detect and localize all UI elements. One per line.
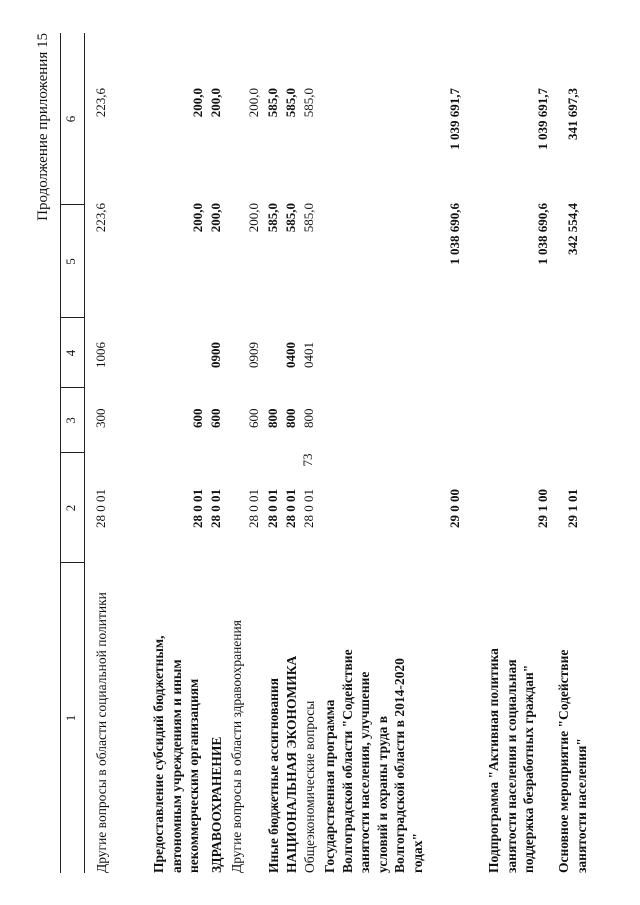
row-name: ЗДРАВООХРАНЕНИЕ xyxy=(209,736,224,873)
row-value-6: 1 039 691,7 xyxy=(535,88,550,150)
row-value-6: 585,0 xyxy=(265,88,280,118)
row-code: 28 0 01 xyxy=(283,489,298,528)
row-code: 28 0 01 xyxy=(93,489,108,528)
row-value-5: 585,0 xyxy=(265,203,280,233)
row-code: 28 0 01 xyxy=(208,489,223,528)
row-type: 800 xyxy=(283,408,298,428)
row-name: Государственная программа Волгоградской области "Содействие занятости населения, улучшение условий и охраны труда в Волгоградской области в 2014-2020 годах" xyxy=(322,649,425,873)
row-section: 0401 xyxy=(301,342,316,368)
row-name: Иные бюджетные ассигнования xyxy=(266,678,281,873)
row-code: 28 0 01 xyxy=(301,489,316,528)
row-value-6: 200,0 xyxy=(208,88,223,118)
header-col-6: 6 xyxy=(63,115,78,123)
row-code: 29 1 01 xyxy=(565,489,580,528)
row-value-5: 1 038 690,6 xyxy=(535,203,550,265)
row-type: 300 xyxy=(93,408,108,428)
appendix-caption: Продолжение приложения 15 xyxy=(35,33,51,221)
row-name: НАЦИОНАЛЬНАЯ ЭКОНОМИКА xyxy=(284,655,299,873)
row-name: Основное мероприятие "Содействие занятости населения" xyxy=(556,649,589,873)
row-name: Подпрограмма "Активная политика занятости населения и социальная поддержка безработных граждан" xyxy=(486,648,537,873)
header-col-5: 5 xyxy=(63,258,78,265)
row-value-6: 341 697,3 xyxy=(565,88,580,140)
row-type: 600 xyxy=(190,408,205,428)
row-code: 29 1 00 xyxy=(535,489,550,528)
row-code: 28 0 01 xyxy=(265,489,280,528)
row-type: 600 xyxy=(208,408,223,428)
row-value-5: 585,0 xyxy=(301,203,316,233)
table-page xyxy=(35,33,630,873)
header-bottom-border xyxy=(84,33,85,873)
row-section: 0909 xyxy=(246,342,261,368)
row-value-6: 585,0 xyxy=(301,88,316,118)
row-value-5: 200,0 xyxy=(190,203,205,233)
row-name: Другие вопросы в области социальной политики xyxy=(94,592,109,873)
row-type: 800 xyxy=(301,408,316,428)
row-name: Общеэкономические вопросы xyxy=(302,700,317,873)
row-value-5: 342 554,4 xyxy=(565,203,580,255)
row-value-5: 585,0 xyxy=(283,203,298,233)
row-value-6: 223,6 xyxy=(93,88,108,118)
row-value-6: 585,0 xyxy=(283,88,298,118)
row-value-5: 200,0 xyxy=(208,203,223,233)
row-section: 0900 xyxy=(208,342,223,368)
row-value-5: 223,6 xyxy=(93,203,108,233)
row-name: Предоставление субсидий бюджетным, автономным учреждениям и иным некоммерческим организациям xyxy=(151,635,202,873)
header-col-4: 4 xyxy=(63,349,78,357)
table-top-border xyxy=(60,33,61,873)
row-name: Другие вопросы в области здравоохранения xyxy=(229,620,244,873)
row-value-5: 200,0 xyxy=(246,203,261,233)
row-code: 29 0 00 xyxy=(447,489,462,528)
header-col-3: 3 xyxy=(63,417,78,424)
header-col-2: 2 xyxy=(63,504,78,512)
row-code: 28 0 01 xyxy=(190,489,205,528)
row-value-6: 1 039 691,7 xyxy=(447,88,462,150)
row-type: 600 xyxy=(246,408,261,428)
page-number: 73 xyxy=(300,453,315,467)
row-value-6: 200,0 xyxy=(246,88,261,118)
row-type: 800 xyxy=(265,408,280,428)
row-value-5: 1 038 690,6 xyxy=(447,203,462,265)
row-value-6: 200,0 xyxy=(190,88,205,118)
row-code: 28 0 01 xyxy=(246,489,261,528)
row-section: 0400 xyxy=(283,342,298,368)
header-col-1: 1 xyxy=(63,714,78,722)
row-section: 1006 xyxy=(93,342,108,368)
